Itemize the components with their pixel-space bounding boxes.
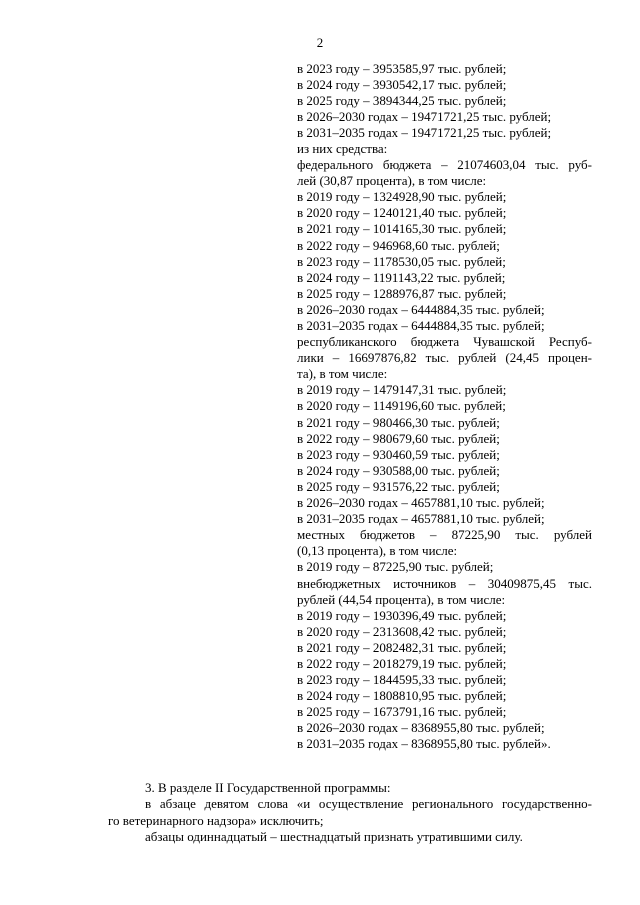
text-line: в 2019 году – 1324928,90 тыс. рублей; — [297, 189, 507, 205]
text-line: в 2023 году – 930460,59 тыс. рублей; — [297, 446, 500, 462]
paragraph-line: го ветеринарного надзора» исключить; — [108, 812, 324, 828]
text-line: из них средства: — [297, 140, 388, 156]
section-heading: 3. В разделе II Государственной программы: — [145, 780, 391, 795]
text-line: республиканского бюджета Чувашской Респуб- — [297, 334, 592, 350]
text-line: внебюджетных источников – 30409875,45 тыс. — [297, 575, 592, 591]
text-line: в 2031–2035 годах – 6444884,35 тыс. рублей; — [297, 318, 545, 333]
text-line: лей (30,87 процента), в том числе: — [297, 173, 487, 189]
text-line: в 2020 году – 2313608,42 тыс. рублей; — [297, 623, 507, 639]
text-line: в 2020 году – 1240121,40 тыс. рублей; — [297, 205, 507, 221]
text-line: в 2023 году – 1178530,05 тыс. рублей; — [297, 253, 506, 269]
text-line: рублей (44,54 процента), в том числе: — [297, 591, 506, 607]
paragraph-line: в абзаце девятом слова «и осуществление регионального государственно- — [145, 796, 592, 812]
text-line: в 2031–2035 годах – 19471721,25 тыс. рублей; — [297, 124, 552, 140]
text-line: в 2025 году – 931576,22 тыс. рублей; — [297, 478, 500, 494]
text-line: в 2019 году – 87225,90 тыс. рублей; — [297, 559, 494, 575]
text-line: в 2024 году – 3930542,17 тыс. рублей; — [297, 76, 507, 92]
text-line: в 2019 году – 1930396,49 тыс. рублей; — [297, 607, 507, 623]
text-line: (0,13 процента), в том числе: — [297, 543, 458, 559]
text-line: в 2022 году – 2018279,19 тыс. рублей; — [297, 655, 507, 671]
text-line: местных бюджетов – 87225,90 тыс. рублей — [297, 527, 592, 543]
text-line: в 2026–2030 годах – 6444884,35 тыс. рублей; — [297, 301, 545, 317]
text-line: в 2023 году – 3953585,97 тыс. рублей; — [297, 60, 507, 76]
text-line: федерального бюджета – 21074603,04 тыс. руб- — [297, 157, 592, 173]
page-number: 2 — [316, 35, 324, 50]
text-line: та), в том числе: — [297, 366, 388, 382]
text-line: в 2019 году – 1479147,31 тыс. рублей; — [297, 382, 507, 398]
text-line: в 2024 году – 1808810,95 тыс. рублей; — [297, 688, 507, 704]
text-line: в 2022 году – 980679,60 тыс. рублей; — [297, 430, 500, 446]
text-line: в 2026–2030 годах – 4657881,10 тыс. рублей; — [297, 495, 545, 511]
text-line: в 2022 году – 946968,60 тыс. рублей; — [297, 237, 500, 253]
text-line: в 2025 году – 1288976,87 тыс. рублей; — [297, 285, 507, 301]
text-line: в 2024 году – 1191143,22 тыс. рублей; — [297, 269, 506, 285]
paragraph-line: абзацы одиннадцатый – шестнадцатый признать утратившими силу. — [145, 828, 523, 844]
text-line: в 2024 году – 930588,00 тыс. рублей; — [297, 462, 500, 478]
text-line: в 2031–2035 годах – 8368955,80 тыс. рублей». — [297, 736, 551, 752]
text-line: в 2025 году – 3894344,25 тыс. рублей; — [297, 92, 507, 108]
text-line: в 2021 году – 2082482,31 тыс. рублей; — [297, 639, 507, 655]
text-line: в 2021 году – 1014165,30 тыс. рублей; — [297, 221, 507, 237]
text-line: в 2020 году – 1149196,60 тыс. рублей; — [297, 398, 506, 414]
text-line: лики – 16697876,82 тыс. рублей (24,45 процен- — [297, 350, 592, 366]
text-line: в 2023 году – 1844595,33 тыс. рублей; — [297, 672, 507, 688]
text-line: в 2026–2030 годах – 19471721,25 тыс. рублей; — [297, 108, 552, 124]
text-line: в 2021 году – 980466,30 тыс. рублей; — [297, 414, 500, 430]
amendment-section — [108, 780, 592, 845]
text-line: в 2026–2030 годах – 8368955,80 тыс. рублей; — [297, 720, 545, 736]
text-line: в 2031–2035 годах – 4657881,10 тыс. рублей; — [297, 511, 545, 527]
budget-column — [297, 61, 592, 753]
text-line: в 2025 году – 1673791,16 тыс. рублей; — [297, 704, 507, 720]
